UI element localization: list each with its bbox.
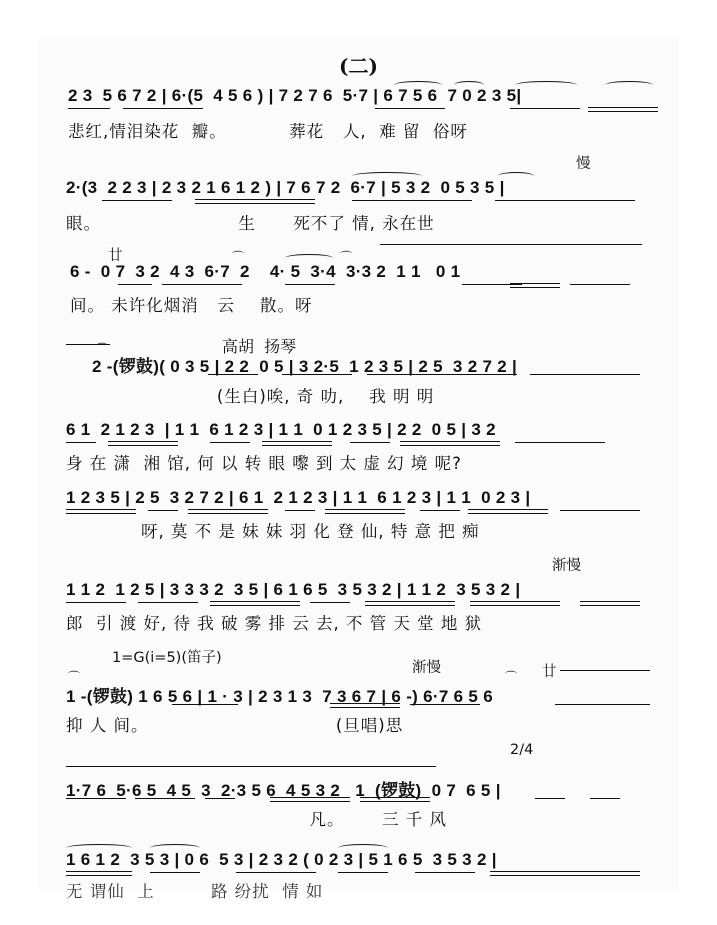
notation-line-2: 2·(3 2 2 3 | 2 3 2 1 6 1 2 ) | 7 6 7 2 6·7 | 5 3 2 0 5 3 5 |	[66, 178, 505, 197]
fermata-icon: ⌒	[505, 670, 518, 684]
underline	[410, 704, 480, 705]
tempo-mark: 渐慢	[552, 558, 581, 574]
lyric-line-8: 抑 人 间。 (旦唱)思	[66, 716, 404, 735]
underline	[66, 442, 96, 443]
underline	[135, 798, 195, 799]
underline	[510, 108, 580, 109]
double-underline	[470, 601, 560, 606]
free-rhythm-mark: 廿	[542, 664, 557, 680]
double-underline	[360, 797, 430, 802]
underline	[570, 284, 630, 285]
fermata-icon: ⌒	[68, 670, 81, 684]
phrase-line	[66, 766, 436, 767]
free-rhythm-mark: 廿	[108, 248, 123, 264]
double-underline	[490, 871, 640, 876]
underline	[530, 374, 640, 375]
underline	[515, 442, 605, 443]
underline	[172, 704, 238, 705]
underline	[285, 510, 315, 511]
underline	[118, 284, 152, 285]
double-underline	[400, 441, 500, 446]
lyric-line-10: 无 谓仙 上 路 纷扰 情 如	[66, 882, 324, 901]
slur	[285, 254, 333, 262]
notation-line-6: 1 2 3 5 | 2 5 3 2 7 2 | 6 1 2 1 2 3 | 1 1 6 1 2 3 | 1 1 0 2 3 |	[66, 488, 531, 507]
section-title: (二)	[339, 54, 378, 78]
double-underline	[210, 601, 300, 606]
underline	[555, 704, 650, 705]
underline	[162, 284, 242, 285]
underline	[210, 442, 250, 443]
double-underline	[325, 509, 405, 514]
lyric-line-6: 呀, 莫 不 是 妹 妹 羽 化 登 仙, 特 意 把 痴	[66, 522, 480, 541]
double-underline	[365, 601, 455, 606]
fermata-icon: ⌒	[340, 250, 353, 264]
double-underline	[108, 441, 178, 446]
notation-line-1: 2 3 5 6 7 2 | 6·(5 4 5 6 ) | 7 2 7 6 5·7 | 6 7 5 6 7 0 2 3 5|	[68, 86, 522, 105]
underline	[148, 510, 178, 511]
underline	[338, 872, 388, 873]
instrument-label: 高胡 扬琴	[222, 337, 297, 356]
key-signature: 1=G(i=5)(笛子)	[112, 650, 222, 666]
underline	[208, 374, 258, 375]
notation-line-3: 6 - 0 7 3 2 4 3 6·7 2 4· 5 3·4 3·3 2 1 1 0 1	[70, 262, 461, 281]
phrase-line	[560, 670, 650, 671]
notation-line-5: 6 1 2 1 2 3 | 1 1 6 1 2 3 | 1 1 0 1 2 3 5 | 2 2 0 5 | 3 2	[66, 420, 496, 439]
underline	[66, 602, 126, 603]
notation-line-9: 1·7 6 5·6 5 4 5 3 2·3 5 6 4 5 3 2 1 (锣鼓) 0 7 6 5 |	[66, 781, 501, 800]
fermata-icon: ⌒	[96, 342, 109, 356]
lyric-line-9: 凡。 三 千 风	[66, 810, 448, 829]
double-underline	[270, 797, 350, 802]
underline	[367, 374, 517, 375]
double-underline	[66, 871, 132, 876]
slur	[515, 81, 577, 89]
slur	[394, 81, 442, 89]
tempo-mark: 渐慢	[412, 660, 441, 676]
underline	[535, 798, 565, 799]
double-underline	[510, 283, 560, 288]
underline	[375, 108, 445, 109]
underline	[590, 798, 620, 799]
lyric-line-1: 悲红,情泪染花 瓣。 葬花 人, 难 留 俗呀	[68, 122, 468, 141]
lyric-line-2: 眼。 生 死不了 情, 永在世	[66, 214, 435, 233]
underline	[68, 108, 110, 109]
notation-line-7: 1 1 2 1 2 5 | 3 3 3 2 3 5 | 6 1 6 5 3 5 3 2 | 1 1 2 3 5 3 2 |	[66, 580, 521, 599]
double-underline	[188, 509, 268, 514]
tempo-mark: 慢	[576, 156, 591, 172]
underline	[236, 872, 316, 873]
slur	[454, 81, 484, 89]
double-underline	[262, 441, 332, 446]
underline	[123, 108, 203, 109]
underline	[352, 200, 472, 201]
slur	[66, 844, 132, 852]
underline	[138, 602, 198, 603]
notation-line-4: 2 -(锣鼓)( 0 3 5 | 2 2 0 5 | 3 2·5 1 2 3 5 | 2 5 3 2 7 2 |	[92, 357, 518, 376]
underline	[282, 374, 352, 375]
underline	[205, 798, 235, 799]
double-underline	[330, 703, 400, 708]
time-signature: 2/4	[510, 742, 534, 758]
underline	[285, 284, 335, 285]
lyric-line-4: (生白)唉, 奇 叻, 我 明 明	[92, 387, 435, 406]
slur	[498, 172, 534, 180]
notation-line-8: 1 -(锣鼓) 1 6 5 6 | 1 · 3 | 2 3 1 3 7 3 6 7 | 6 -) 6·7 6 5 6	[66, 687, 493, 706]
slur	[150, 844, 200, 852]
double-underline	[195, 199, 315, 204]
slur	[605, 81, 653, 89]
slur	[338, 844, 388, 852]
underline	[66, 798, 126, 799]
underline	[560, 510, 640, 511]
double-underline	[468, 509, 548, 514]
phrase-line	[380, 244, 642, 245]
double-underline	[580, 601, 640, 606]
lyric-line-3: 间。 未许化烟消 云 散。呀	[70, 296, 313, 315]
underline	[102, 200, 172, 201]
lyric-line-7: 郎 引 渡 好, 待 我 破 雾 排 云 去, 不 管 天 堂 地 狱	[66, 614, 483, 633]
underline	[310, 602, 350, 603]
fermata-icon: ⌒	[232, 250, 245, 264]
double-underline	[66, 509, 136, 514]
double-underline	[588, 107, 658, 112]
underline	[415, 872, 475, 873]
lyric-line-5: 身 在 潇 湘 馆, 何 以 转 眼 嚟 到 太 虚 幻 境 呢?	[66, 454, 462, 473]
notation-line-10: 1 6 1 2 3 5 3 | 0 6 5 3 | 2 3 2 ( 0 2 3 | 5 1 6 5 3 5 3 2 |	[66, 850, 497, 869]
underline	[495, 200, 635, 201]
underline	[420, 510, 460, 511]
underline	[150, 872, 200, 873]
slur	[352, 172, 422, 180]
underline	[350, 442, 390, 443]
